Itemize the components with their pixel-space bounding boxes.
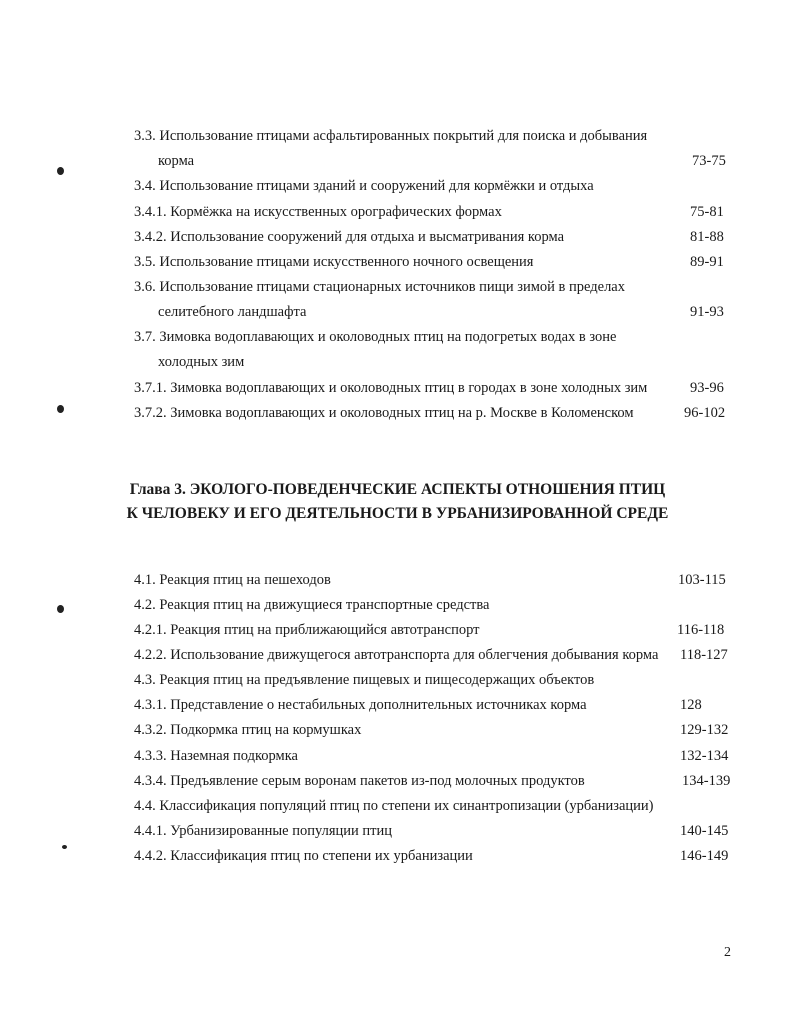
toc-entry-title: 4.3.4. Предъявление серым воронам пакетов из-под молочных продуктов [134,773,585,789]
toc-entry [0,593,795,617]
toc-entry [0,693,795,717]
toc-entry-title: 4.3.1. Представление о нестабильных дополнительных источниках корма [134,697,587,713]
toc-entry [0,568,795,592]
toc-entry [0,844,795,868]
toc-entry [0,718,795,742]
chapter-heading-line2: К ЧЕЛОВЕКУ И ЕГО ДЕЯТЕЛЬНОСТИ В УРБАНИЗИРОВАННОЙ СРЕДЕ [126,505,669,522]
toc-entry [0,376,795,400]
toc-entry-pages: 129-132 [680,722,729,738]
toc-entry-title: 4.4. Классификация популяций птиц по степени их синантропизации (урбанизации) [134,798,654,814]
toc-entry-pages: 73-75 [692,153,726,169]
toc-entry [0,174,795,198]
toc-entry-title: 3.4.2. Использование сооружений для отдыха и высматривания корма [134,229,565,245]
toc-entry-title: 3.4. Использование птицами зданий и сооружений для кормёжки и отдыха [134,178,594,194]
toc-entry-pages: 75-81 [690,204,724,220]
toc-entry [0,124,795,148]
toc-entry [0,668,795,692]
toc-entry-title: 4.2.2. Использование движущегося автотранспорта для облегчения добывания корма [134,647,659,663]
scan-speck [57,167,64,175]
toc-entry-pages: 89-91 [690,254,724,270]
toc-entry [0,401,795,425]
toc-entry [0,149,795,173]
toc-entry [0,225,795,249]
toc-entry [0,794,795,818]
toc-entry-title: 4.1. Реакция птиц на пешеходов [134,572,331,588]
scan-speck [57,405,64,413]
toc-entry-title: 3.7.2. Зимовка водоплавающих и околоводных птиц на р. Москве в Коломенском [134,405,634,421]
toc-entry [0,300,795,324]
toc-entry-title: 3.5. Использование птицами искусственного ночного освещения [134,254,534,270]
toc-entry-title: холодных зим [158,354,245,370]
toc-entry-pages: 140-145 [680,823,729,839]
toc-entry-title: 4.4.1. Урбанизированные популяции птиц [134,823,393,839]
toc-entry-title: 4.2. Реакция птиц на движущиеся транспортные средства [134,597,490,613]
scan-speck [62,845,67,849]
toc-entry [0,744,795,768]
chapter-heading-line1: Глава 3. ЭКОЛОГО-ПОВЕДЕНЧЕСКИЕ АСПЕКТЫ ОТНОШЕНИЯ ПТИЦ [129,481,666,498]
toc-entry [0,200,795,224]
toc-entry-title: 3.6. Использование птицами стационарных источников пищи зимой в пределах [134,279,625,295]
toc-entry-title: селитебного ландшафта [158,304,307,320]
toc-entry-pages: 116-118 [677,622,725,638]
toc-entry-title: корма [158,153,195,169]
toc-entry-title: 4.2.1. Реакция птиц на приближающийся автотранспорт [134,622,480,638]
toc-entry [0,325,795,349]
toc-entry-pages: 96-102 [684,405,726,421]
toc-entry [0,350,795,374]
page-number: 2 [724,945,731,960]
toc-entry-title: 3.3. Использование птицами асфальтированных покрытий для поиска и добывания [134,128,648,144]
toc-entry-pages: 118-127 [680,647,728,663]
toc-entry-pages: 132-134 [680,748,729,764]
toc-entry-pages: 81-88 [690,229,724,245]
toc-entry [0,819,795,843]
toc-entry-pages: 128 [680,697,702,713]
toc-entry [0,643,795,667]
toc-entry-title: 3.4.1. Кормёжка на искусственных орографических формах [134,204,502,220]
toc-entry [0,250,795,274]
toc-entry-title: 4.3.2. Подкормка птиц на кормушках [134,722,362,738]
toc-entry-title: 3.7. Зимовка водоплавающих и околоводных птиц на подогретых водах в зоне [134,329,617,345]
toc-entry-title: 4.4.2. Классификация птиц по степени их урбанизации [134,848,473,864]
toc-entry-pages: 103-115 [678,572,726,588]
toc-entry-title: 4.3.3. Наземная подкормка [134,748,298,764]
toc-entry-title: 4.3. Реакция птиц на предъявление пищевых и пищесодержащих объектов [134,672,595,688]
toc-entry-pages: 146-149 [680,848,729,864]
toc-entry-pages: 93-96 [690,380,724,396]
toc-entry [0,618,795,642]
toc-entry [0,769,795,793]
toc-entry-pages: 134-139 [682,773,731,789]
scan-speck [57,605,64,613]
toc-entry [0,275,795,299]
toc-entry-pages: 91-93 [690,304,724,320]
toc-entry-title: 3.7.1. Зимовка водоплавающих и околоводных птиц в городах в зоне холодных зим [134,380,648,396]
